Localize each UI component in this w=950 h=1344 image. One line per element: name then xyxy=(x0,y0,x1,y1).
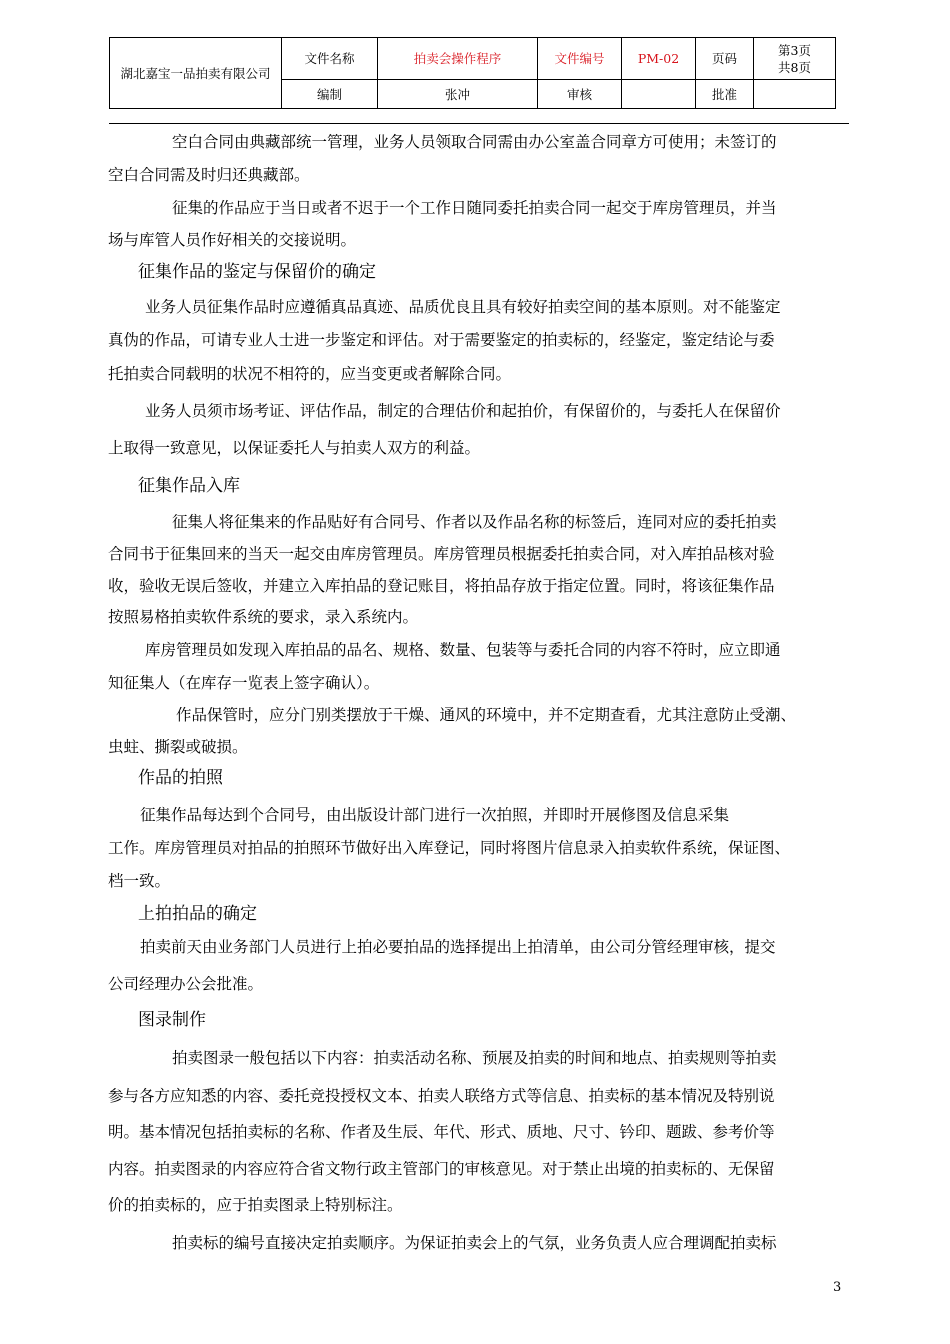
company-name: 湖北嘉宝一品拍卖有限公司 xyxy=(110,38,282,109)
body-line: 征集的作品应于当日或者不迟于一个工作日随同委托拍卖合同一起交于库房管理员，并当 xyxy=(172,199,777,217)
body-line: 上取得一致意见，以保证委托人与拍卖人双方的利益。 xyxy=(108,439,481,457)
body-line: 价的拍卖标的，应于拍卖图录上特别标注。 xyxy=(108,1196,403,1214)
body-line: 业务人员征集作品时应遵循真品真迹、品质优良且具有较好拍卖空间的基本原则。对不能鉴定 xyxy=(145,298,781,316)
body-line: 空白合同由典藏部统一管理，业务人员领取合同需由办公室盖合同章方可使用；未签订的 xyxy=(172,133,777,151)
section-heading: 征集作品入库 xyxy=(138,476,240,496)
body-line: 虫蛀、撕裂或破损。 xyxy=(108,738,248,756)
review-label: 审核 xyxy=(538,80,622,109)
body-line: 拍卖图录一般包括以下内容：拍卖活动名称、预展及拍卖的时间和地点、拍卖规则等拍卖 xyxy=(172,1049,777,1067)
page-current: 第3页 xyxy=(778,42,811,58)
section-heading: 上拍拍品的确定 xyxy=(138,904,257,924)
doc-name-label: 文件名称 xyxy=(282,38,378,80)
body-line: 库房管理员如发现入库拍品的品名、规格、数量、包装等与委托合同的内容不符时，应立即通 xyxy=(145,641,781,659)
body-line: 拍卖前天由业务部门人员进行上拍必要拍品的选择提出上拍清单，由公司分管经理审核，提交 xyxy=(140,938,776,956)
body-line: 合同书于征集回来的当天一起交由库房管理员。库房管理员根据委托拍卖合同，对入库拍品核对验 xyxy=(108,545,775,563)
document-header-table xyxy=(109,37,836,109)
body-line: 业务人员须市场考证、评估作品，制定的合理估价和起拍价，有保留价的，与委托人在保留价 xyxy=(145,402,781,420)
page-label: 页码 xyxy=(696,38,754,80)
page-number: 3 xyxy=(833,1280,842,1295)
approve xyxy=(754,80,836,109)
section-heading: 征集作品的鉴定与保留价的确定 xyxy=(138,262,376,282)
author: 张冲 xyxy=(378,80,538,109)
review xyxy=(622,80,696,109)
body-line: 档一致。 xyxy=(108,872,171,890)
body-line: 空白合同需及时归还典藏部。 xyxy=(108,166,310,184)
doc-name: 拍卖会操作程序 xyxy=(378,38,538,80)
header-divider xyxy=(109,123,849,124)
body-line: 公司经理办公会批准。 xyxy=(108,975,264,993)
body-line: 作品保管时，应分门别类摆放于干燥、通风的环境中，并不定期查看，尤其注意防止受潮、 xyxy=(176,706,797,724)
body-line: 内容。拍卖图录的内容应符合省文物行政主管部门的审核意见。对于禁止出境的拍卖标的、无保留 xyxy=(108,1160,775,1178)
section-heading: 图录制作 xyxy=(138,1010,206,1030)
doc-no: PM-02 xyxy=(622,38,696,80)
doc-no-label: 文件编号 xyxy=(538,38,622,80)
body-line: 真伪的作品，可请专业人士进一步鉴定和评估。对于需要鉴定的拍卖标的，经鉴定，鉴定结论与委 xyxy=(108,331,775,349)
section-heading: 作品的拍照 xyxy=(138,768,223,788)
body-line: 收，验收无误后签收，并建立入库拍品的登记账目，将拍品存放于指定位置。同时，将该征集作品 xyxy=(108,577,775,595)
body-line: 征集作品每达到个合同号，由出版设计部门进行一次拍照，并即时开展修图及信息采集 xyxy=(140,806,730,824)
body-line: 拍卖标的编号直接决定拍卖顺序。为保证拍卖会上的气氛，业务负责人应合理调配拍卖标 xyxy=(172,1234,777,1252)
body-line: 场与库管人员作好相关的交接说明。 xyxy=(108,231,357,249)
page-info xyxy=(754,38,836,80)
body-line: 知征集人（在库存一览表上签字确认）。 xyxy=(108,674,380,692)
body-line: 按照易格拍卖软件系统的要求，录入系统内。 xyxy=(108,608,419,626)
body-line: 托拍卖合同载明的状况不相符的，应当变更或者解除合同。 xyxy=(108,365,512,383)
body-line: 明。基本情况包括拍卖标的名称、作者及生辰、年代、形式、质地、尺寸、钤印、题跋、参考价等 xyxy=(108,1123,775,1141)
page-total: 共8页 xyxy=(778,59,811,75)
author-label: 编制 xyxy=(282,80,378,109)
body-line: 工作。库房管理员对拍品的拍照环节做好出入库登记，同时将图片信息录入拍卖软件系统，保证图、 xyxy=(108,839,791,857)
body-line: 征集人将征集来的作品贴好有合同号、作者以及作品名称的标签后，连同对应的委托拍卖 xyxy=(172,513,777,531)
approve-label: 批准 xyxy=(696,80,754,109)
body-line: 参与各方应知悉的内容、委托竞投授权文本、拍卖人联络方式等信息、拍卖标的基本情况及特别说 xyxy=(108,1087,775,1105)
